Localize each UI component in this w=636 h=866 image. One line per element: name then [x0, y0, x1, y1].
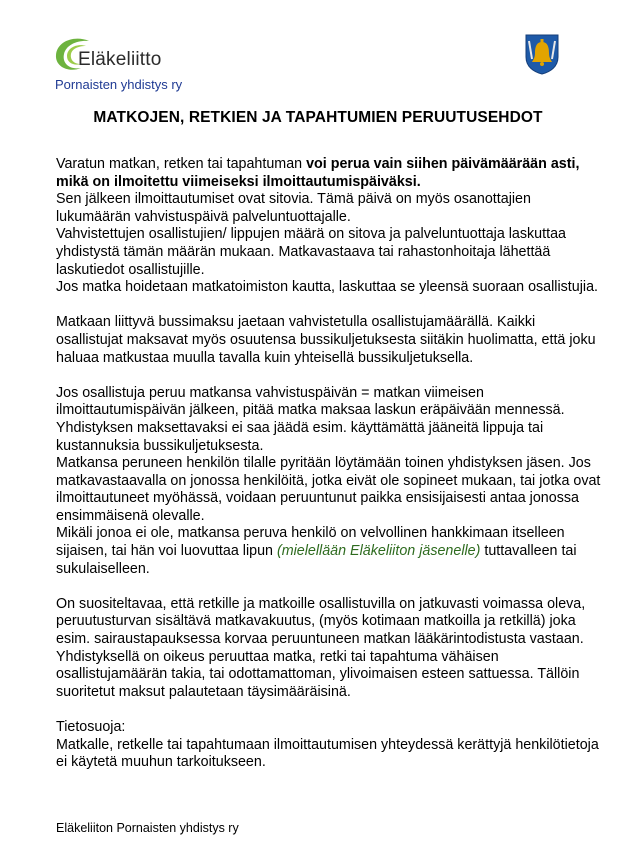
paragraph: Vahvistettujen osallistujien/ lippujen määrä on sitova ja palveluntuottaja laskuttaa yhdistystä tämän määrän mukaan. Matkavastaava tai rahastonhoitaja lähettää laskutiedot osallistujille. — [56, 226, 566, 278]
brand-name: Eläkeliitto — [78, 49, 162, 70]
footer-text: Eläkeliiton Pornaisten yhdistys ry — [56, 821, 239, 835]
paragraph: Matkansa peruneen henkilön tilalle pyritään löytämään toinen yhdistyksen jäsen. Jos matkavastaavalla on jonossa henkilöitä, jotka eivät ole sopineet mukaan, tai jotka ovat ilmoittautuneet myöhässä, voidaan peruuntunut paikka ensisijaisesti antaa jonossa ensimmäisenä olevalle. — [56, 455, 601, 524]
privacy-heading: Tietosuoja: — [56, 719, 126, 735]
paragraph: Jos matka hoidetaan matkatoimiston kautta, laskuttaa se yleensä suoraan osallistujia. — [56, 279, 598, 296]
paragraph: Mikäli jonoa ei ole, matkansa peruva henkilö on velvollinen hankkimaan itselleen sijaisen, tai hän voi luovuttaa lipun (mielellään Eläkeliiton jäsenelle) tuttavalleen tai sukulaiselleen. — [56, 525, 577, 577]
paragraph: On suositeltavaa, että retkille ja matkoille osallistuvilla on jatkuvasti voimassa oleva, peruutusturvan sisältävä matkavakuutus, (myös kotimaan matkoilla ja retkillä) joka esim. sairaustapauksessa korvaa peruuntuneen matkan lääkärintodistusta vastaan. — [56, 595, 586, 648]
paragraph: Sen jälkeen ilmoittautumiset ovat sitovia. Tämä päivä on myös osanottajien lukumäärän vahvistuspäivä palveluntuottajalle. — [56, 191, 531, 225]
bold-emphasis: voi perua vain siihen päivämäärään asti, mikä on ilmoitettu viimeiseksi ilmoittautumispäiväksi. — [56, 156, 580, 190]
paragraph: Matkalle, retkelle tai tapahtumaan ilmoittautumisen yhteydessä kerättyjä henkilötietoja ei käytetä muuhun tarkoitukseen. — [56, 736, 599, 771]
green-italic-note: (mielellään Eläkeliiton jäsenelle) — [276, 543, 481, 560]
paragraph: Jos osallistuja peruu matkansa vahvistuspäivän = matkan viimeisen ilmoittautumispäivän jälkeen, pitää matka maksaa laskun eräpäivään mennessä. Yhdistyksen maksettavaksi ei saa jäädä esim. käyttämättä jääneitä lippuja tai kustannuksia bussikuljetuksesta. — [56, 384, 565, 454]
municipal-crest-icon — [524, 33, 560, 75]
association-name: Pornaisten yhdistys ry — [55, 77, 183, 92]
paragraph: Matkaan liittyvä bussimaksu jaetaan vahvistetulla osallistujamäärällä. Kaikki osallistujat maksavat myös osuutensa bussikuljetuksesta siitäkin huolimatta, että joku haluaa matkustaa muulla tavalla kuin yhteisellä bussikuljetuksella. — [56, 314, 596, 366]
paragraph: Yhdistyksellä on oikeus peruuttaa matka, retki tai tapahtuma vähäisen osallistujamäärän takia, tai odottamattoman, ylivoimaisen esteen sattuessa. Tällöin suoritetut maksut palautetaan täysimääräisinä. — [56, 648, 580, 700]
document-body — [56, 156, 604, 772]
paragraph-intro: Varatun matkan, retken tai tapahtuman voi perua vain siihen päivämäärään asti, mikä on ilmoitettu viimeiseksi ilmoittautumispäiväksi. — [56, 156, 580, 190]
page-title: MATKOJEN, RETKIEN JA TAPAHTUMIEN PERUUTUSEHDOT — [93, 109, 543, 126]
organization-logo — [53, 35, 253, 95]
